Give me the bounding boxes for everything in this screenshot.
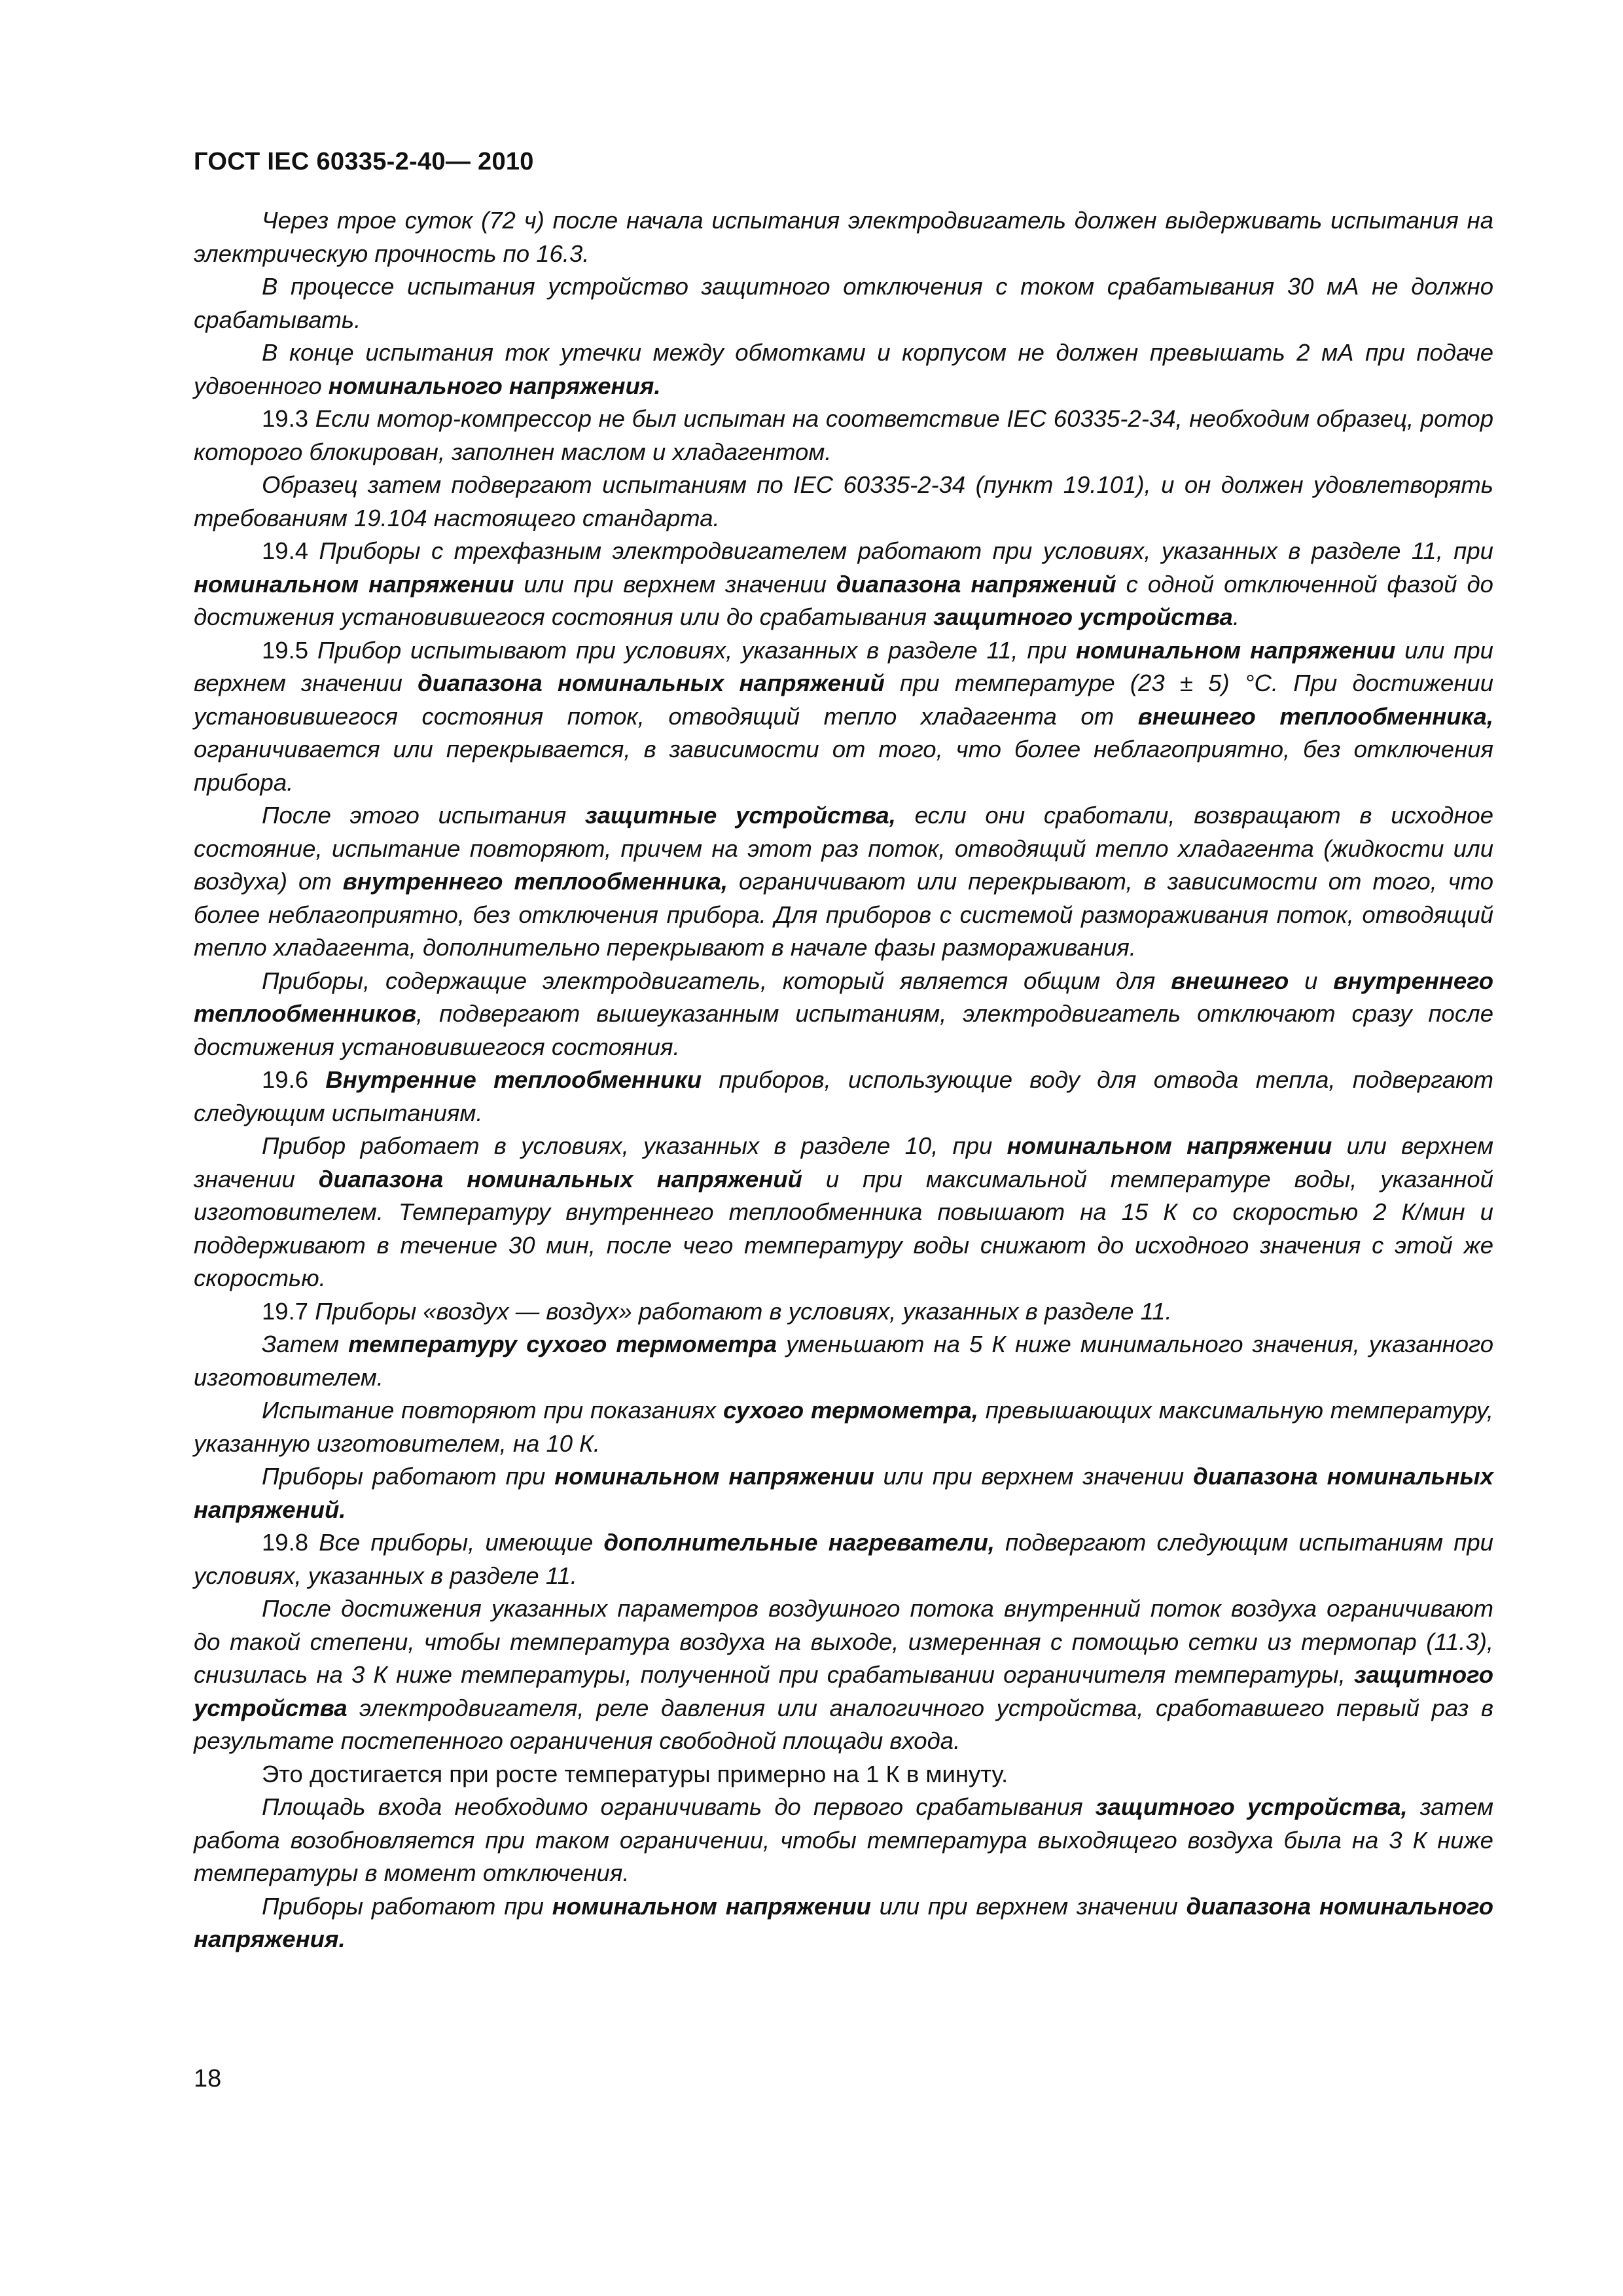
term-emphasis: внутреннего теплообменников <box>194 967 1493 1027</box>
term-emphasis: Внутренние теплообменники <box>325 1066 702 1093</box>
paragraph <box>194 469 1493 535</box>
term-emphasis: температуру сухого термометра <box>348 1331 777 1357</box>
term-emphasis: диапазона номинальных напряжений. <box>194 1463 1493 1523</box>
term-emphasis: дополнительные нагреватели, <box>603 1529 995 1556</box>
paragraph <box>194 204 1493 270</box>
text-run: затем работа возобновляется при таком ограничении, чтобы температура выходящего воздуха была на 3 К ниже температуры в момент отключения. <box>194 1793 1493 1886</box>
text-run: и <box>1289 967 1334 994</box>
text-run: или верхнем значении <box>194 1132 1493 1193</box>
text-run: ограничивают или перекрывают, в зависимости от того, что более неблагоприятно, без отключения прибора. Для приборов с системой размораживания поток, отводящий тепло хладагента, дополнительно перекрывают в начале фазы размораживания. <box>194 868 1493 961</box>
term-emphasis: защитного устройства, <box>1095 1793 1408 1820</box>
paragraph <box>194 1460 1493 1526</box>
text-run: превышающих максимальную температуру, указанную изготовителем, на 10 К. <box>194 1397 1493 1457</box>
text-run: Приборы, содержащие электродвигатель, который является общим для <box>262 967 1171 994</box>
term-emphasis: номинальном напряжении <box>194 570 514 598</box>
paragraph <box>194 1394 1493 1460</box>
text-run: Испытание повторяют при показаниях <box>262 1397 724 1424</box>
text-run: Образец затем подвергают испытаниям по IEC 60335-2-34 (пункт 19.101), и он должен удовлетворять требованиям 19.104 настоящего стандарта. <box>194 471 1493 531</box>
term-emphasis: номинальном напряжении <box>554 1463 874 1490</box>
term-emphasis: защитные устройства, <box>585 802 896 829</box>
clause-number: 19.8 <box>262 1529 309 1556</box>
text-run: После этого испытания <box>262 802 586 829</box>
text-run <box>308 1066 325 1093</box>
term-emphasis: защитного устройства <box>933 603 1233 630</box>
paragraph <box>194 1064 1493 1130</box>
text-run: Все приборы, имеющие <box>308 1529 604 1556</box>
paragraph <box>194 336 1493 403</box>
term-emphasis: диапазона номинального напряжения. <box>194 1892 1493 1952</box>
text-run: . <box>1232 603 1240 630</box>
term-emphasis: защитного устройства <box>194 1661 1493 1721</box>
term-emphasis: сухого термометра, <box>723 1397 978 1424</box>
paragraph <box>194 634 1493 800</box>
clause-number: 19.3 <box>262 405 309 432</box>
term-emphasis: номинального напряжения. <box>328 372 661 399</box>
text-run: Приборы «воздух — воздух» работают в условиях, указанных в разделе 11. <box>308 1297 1172 1325</box>
text-run: или при верхнем значении <box>870 1892 1186 1920</box>
text-run: при температуре (23 ± 5) <box>884 670 1245 696</box>
text-run: Прибор испытывают при условиях, указанных в разделе 11, при <box>308 636 1077 664</box>
paragraph <box>194 1592 1493 1758</box>
term-emphasis: внешнего теплообменника, <box>1137 702 1493 730</box>
paragraph <box>194 965 1493 1064</box>
term-emphasis: внешнего <box>1171 967 1289 994</box>
document-header: ГОСТ IEC 60335-2-40— 2010 <box>194 148 534 175</box>
term-emphasis: номинальном напряжении <box>1076 636 1396 664</box>
term-emphasis: внутреннего теплообменника, <box>342 868 728 895</box>
text-run: и при максимальной температуре воды, указанной изготовителем. Температуру внутреннего теплообменника повышают на 15 К со скоростью 2 К/мин и поддерживают в течение 30 мин, после чего температуру воды снижают до исходного значения с этой же скоростью. <box>194 1165 1493 1291</box>
text-run: или при верхнем значении <box>194 636 1493 696</box>
term-emphasis: номинальном напряжении <box>552 1892 871 1920</box>
paragraph <box>194 1526 1493 1592</box>
clause-number: 19.4 <box>262 537 309 564</box>
clause-number: 19.7 <box>262 1297 309 1325</box>
text-run: Затем <box>262 1331 349 1357</box>
clause-number: 19.6 <box>262 1066 309 1093</box>
document-body <box>194 204 1493 1956</box>
term-emphasis: номинальном напряжении <box>1007 1132 1332 1159</box>
paragraph <box>194 1791 1493 1890</box>
paragraph <box>194 535 1493 634</box>
paragraph <box>194 403 1493 469</box>
text-run: Это достигается при росте температуры примерно на 1 К в минуту. <box>262 1760 1008 1787</box>
text-run: с одной отключенной фазой до достижения установившегося состояния или до срабатывания <box>194 570 1493 630</box>
text-run: приборов, использующие воду для отвода тепла, подвергают следующим испытаниям. <box>194 1066 1493 1126</box>
paragraph <box>194 1328 1493 1394</box>
text-run: если они сработали, возвращают в исходное состояние, испытание повторяют, причем на этот раз поток, отводящий тепло хладагента (жидкости или воздуха) от <box>194 802 1494 895</box>
term-emphasis: диапазона номинальных напряжений <box>418 670 885 696</box>
text-run: В конце испытания ток утечки между обмотками и корпусом не должен превышать 2 мА при подаче удвоенного <box>194 339 1493 399</box>
paragraph <box>194 270 1493 336</box>
text-run: Приборы работают при <box>262 1463 555 1490</box>
paragraph <box>194 799 1493 965</box>
text-run: °С. При достижении установившегося состояния поток, отводящий тепло хладагента от <box>194 670 1494 730</box>
term-emphasis: диапазона напряжений <box>836 570 1116 598</box>
page-number: 18 <box>194 2065 222 2092</box>
text-run: уменьшают на 5 К ниже минимального значения, указанного изготовителем. <box>194 1331 1493 1391</box>
paragraph <box>194 1758 1493 1791</box>
paragraph <box>194 1890 1493 1956</box>
text-run: подвергают следующим испытаниям при условиях, указанных в разделе 11. <box>194 1529 1493 1589</box>
text-run: ограничивается или перекрывается, в зависимости от того, что более неблагоприятно, без отключения прибора. <box>194 736 1493 796</box>
text-run: Через трое суток (72 ч) после начала испытания электродвигатель должен выдерживать испытания на электрическую прочность по 16.3. <box>194 207 1493 267</box>
text-run: Прибор работает в условиях, указанных в разделе 10, при <box>262 1132 1007 1159</box>
term-emphasis: диапазона номинальных напряжений <box>318 1165 802 1193</box>
paragraph <box>194 1130 1493 1295</box>
text-run: электродвигателя, реле давления или аналогичного устройства, сработавшего первый раз в результате постепенного ограничения свободной площади входа. <box>194 1694 1493 1754</box>
text-run: В процессе испытания устройство защитного отключения с током срабатывания 30 мА не должно срабатывать. <box>194 273 1493 333</box>
text-run: Площадь входа необходимо ограничивать до первого срабатывания <box>262 1793 1096 1820</box>
text-run: или при верхнем значении <box>514 570 836 598</box>
text-run: Приборы с трехфазным электродвигателем работают при условиях, указанных в разделе 11, при <box>308 537 1493 564</box>
text-run: , подвергают вышеуказанным испытаниям, электродвигатель отключают сразу после достижения установившегося состояния. <box>194 1000 1493 1060</box>
clause-number: 19.5 <box>262 636 309 664</box>
text-run: или при верхнем значении <box>874 1463 1194 1490</box>
text-run: Приборы работают при <box>262 1892 552 1920</box>
text-run: После достижения указанных параметров воздушного потока внутренний поток воздуха ограничивают до такой степени, чтобы температура воздуха на выходе, измеренная с помощью сетки из термопар (11.3), снизилась на 3 К ниже температуры, полученной при срабатывании ограничителя температуры, <box>194 1595 1493 1688</box>
text-run: Если мотор-компрессор не был испытан на соответствие IEC 60335-2-34, необходим образец, ротор которого блокирован, заполнен маслом и хладагентом. <box>194 405 1493 465</box>
paragraph <box>194 1295 1493 1329</box>
